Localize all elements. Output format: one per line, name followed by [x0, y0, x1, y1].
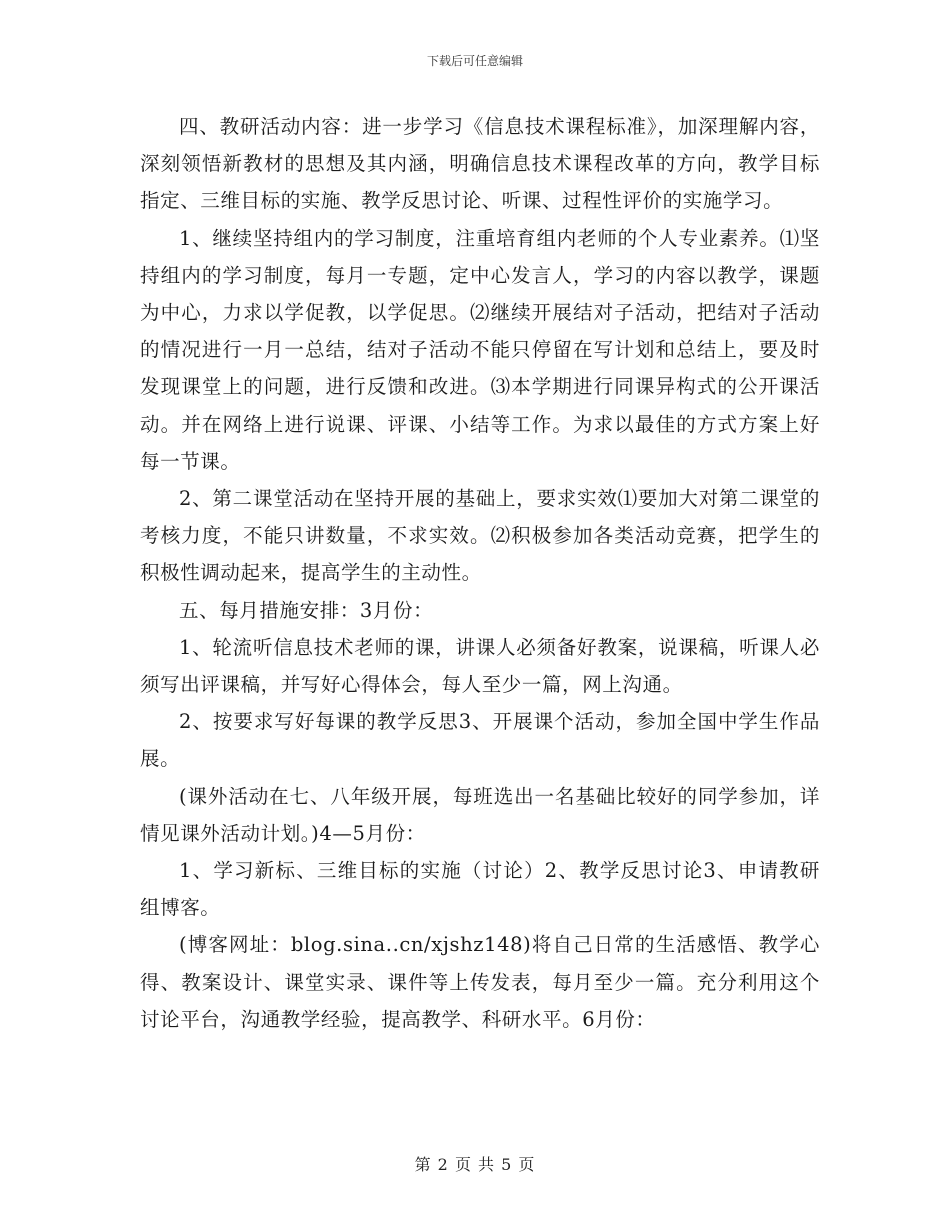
page-number: 第 2 页 共 5 页 — [414, 1155, 536, 1174]
document-body — [140, 108, 820, 1038]
paragraph: 2、第二课堂活动在坚持开展的基础上，要求实效⑴要加大对第二课堂的考核力度，不能只讲数量，不求实效。⑵积极参加各类活动竞赛，把学生的积极性调动起来，提高学生的主动性。 — [140, 487, 820, 585]
paragraph: 五、每月措施安排：3月份： — [179, 598, 434, 622]
paragraph: 四、教研活动内容：进一步学习《信息技术课程标准》，加深理解内容，深刻领悟新教材的思想及其内涵，明确信息技术课程改革的方向，教学目标指定、三维目标的实施、教学反思讨论、听课、过程性评价的实施学习。 — [140, 115, 820, 213]
paragraph: 2、按要求写好每课的教学反思3、开展课个活动，参加全国中学生作品展。 — [140, 710, 820, 771]
page-header: 下载后可任意编辑 — [426, 54, 523, 68]
paragraph: (博客网址：blog.sina..cn/xjshz148)将自己日常的生活感悟、教学心得、教案设计、课堂实录、课件等上传发表，每月至少一篇。充分利用这个讨论平台，沟通教学经验，提高教学、科研水平。6月份： — [140, 933, 820, 1031]
paragraph: 1、继续坚持组内的学习制度，注重培育组内老师的个人专业素养。⑴坚持组内的学习制度，每月一专题，定中心发言人，学习的内容以教学，课题为中心，力求以学促教，以学促思。⑵继续开展结对子活动，把结对子活动的情况进行一月一总结，结对子活动不能只停留在写计划和总结上，要及时发现课堂上的问题，进行反馈和改进。⑶本学期进行同课异构式的公开课活动。并在网络上进行说课、评课、小结等工作。为求以最佳的方式方案上好每一节课。 — [140, 226, 820, 473]
paragraph: 1、轮流听信息技术老师的课，讲课人必须备好教案，说课稿，听课人必须写出评课稿，并写好心得体会，每人至少一篇，网上沟通。 — [140, 635, 820, 697]
paragraph: 1、学习新标、三维目标的实施（讨论）2、教学反思讨论3、申请教研组博客。 — [140, 859, 820, 920]
paragraph: (课外活动在七、八年级开展，每班选出一名基础比较好的同学参加，详情见课外活动计划。)4—5月份： — [140, 784, 820, 845]
